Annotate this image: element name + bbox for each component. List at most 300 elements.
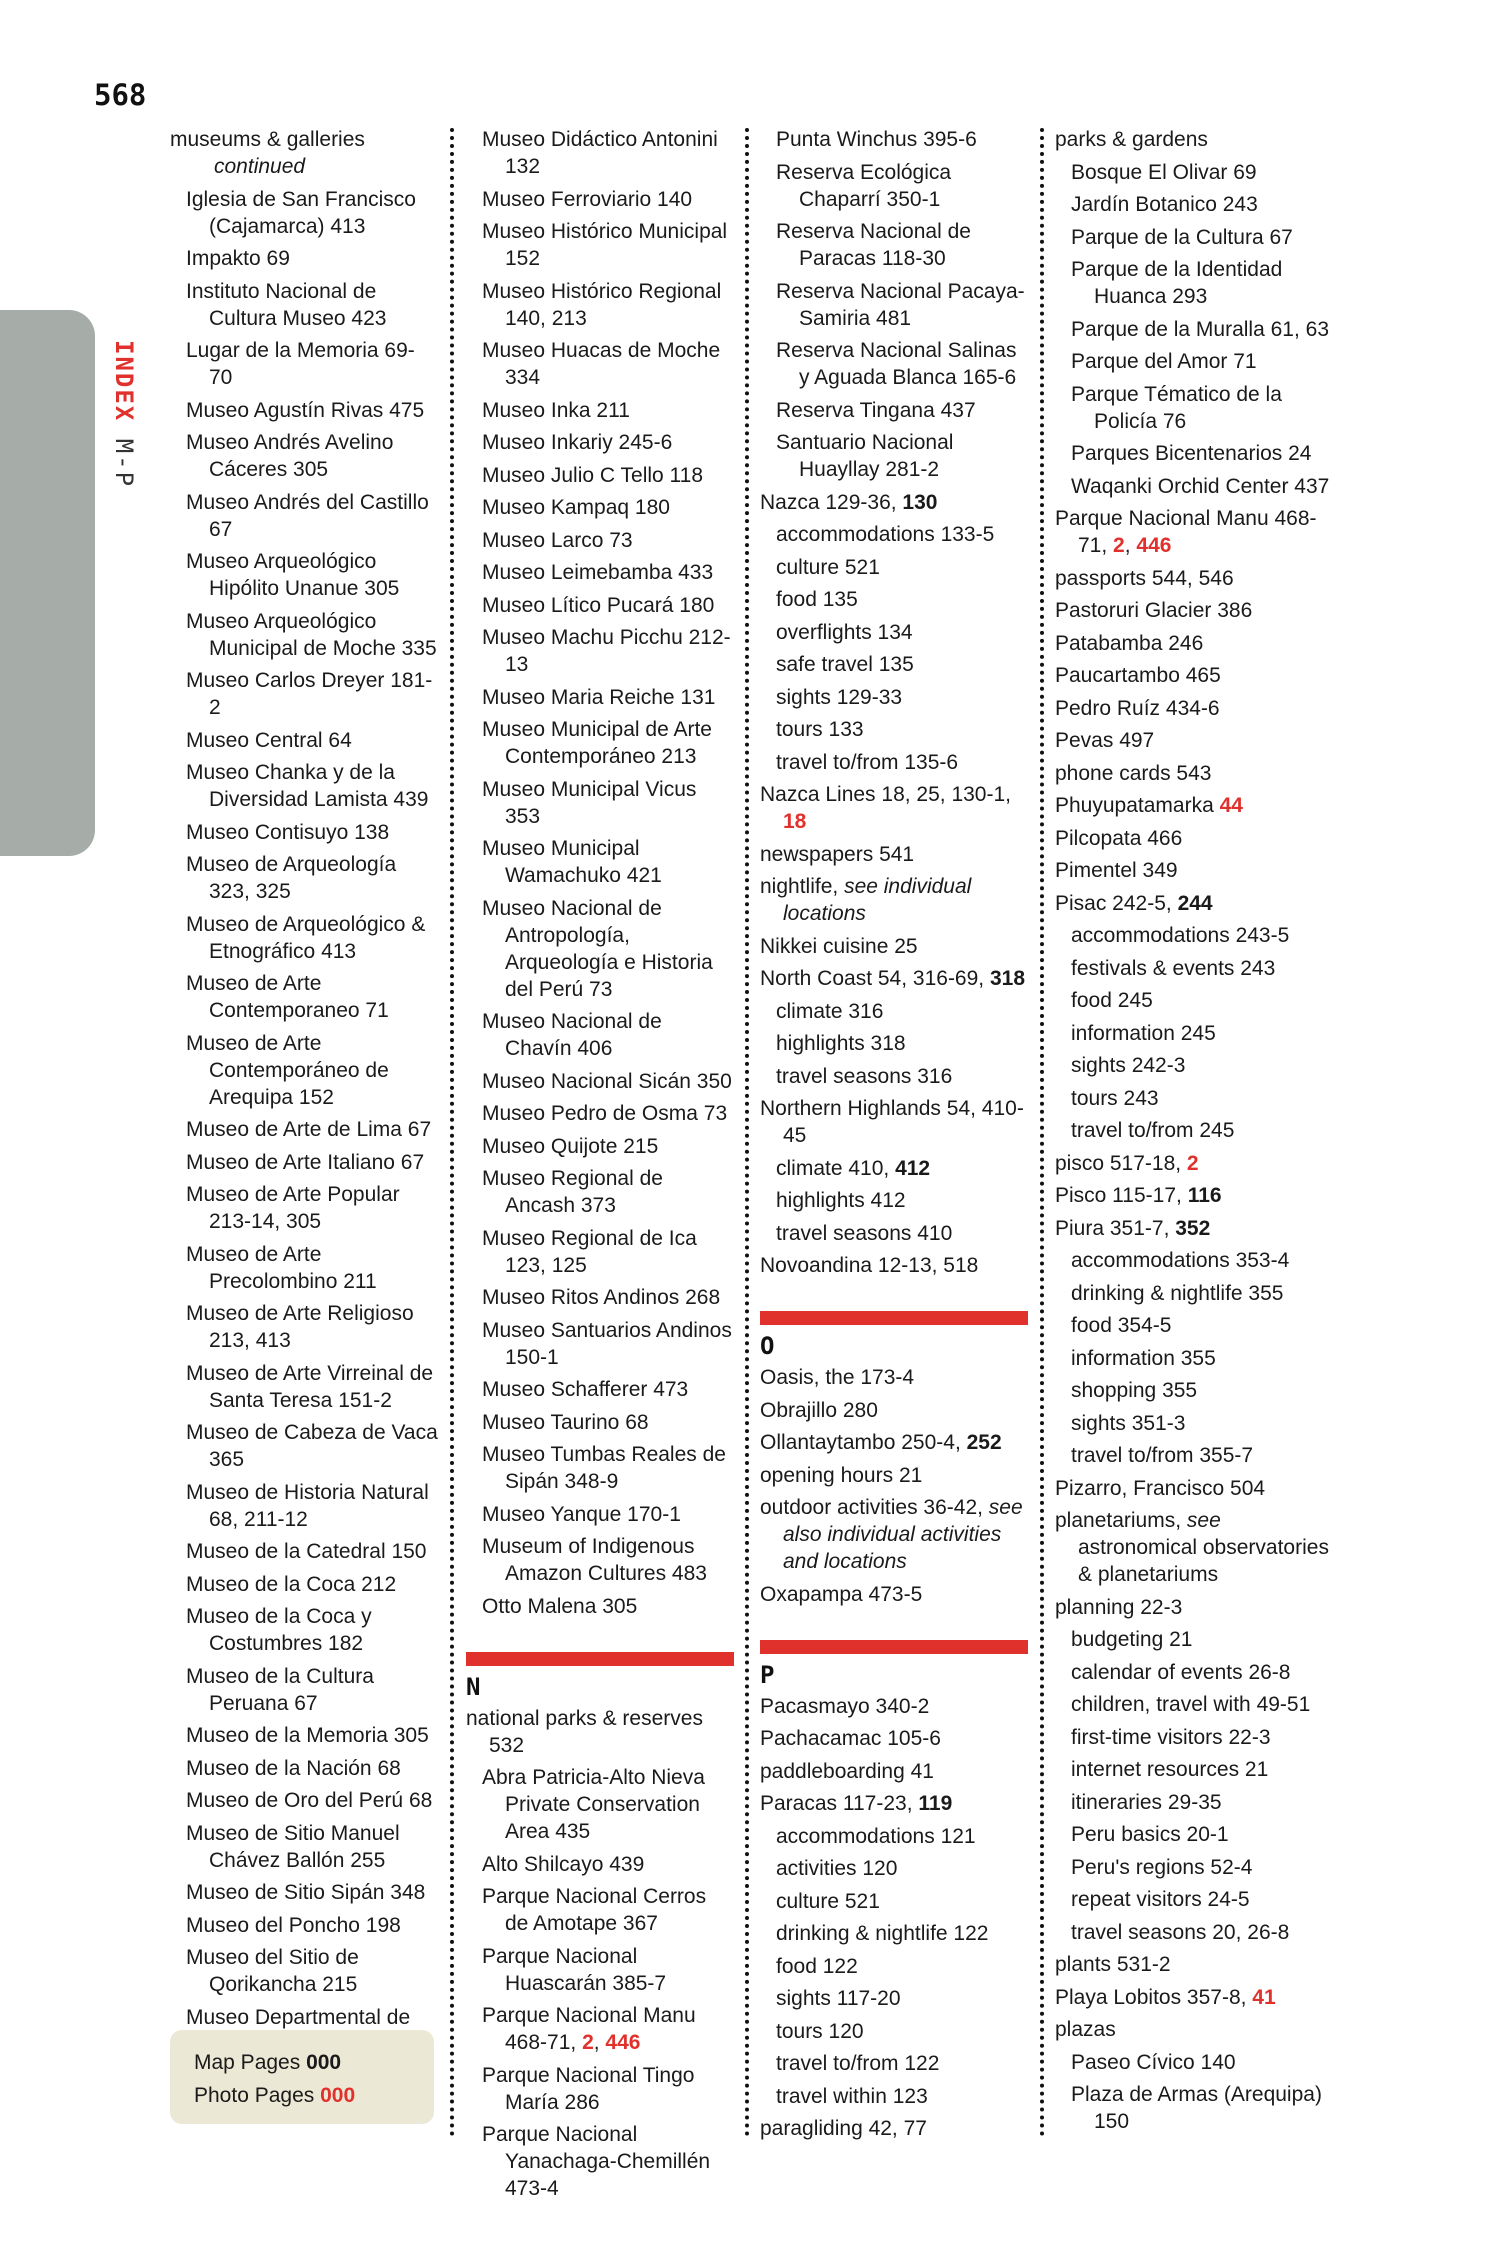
entry-text: Lugar de la Memoria 69-70 (186, 339, 415, 389)
entry-text: Museo de Arqueológico & Etnográfico 413 (186, 912, 426, 963)
map-page-ref: 318 (989, 967, 1026, 990)
index-subentry (760, 1155, 1028, 1182)
index-subentry (170, 1181, 438, 1235)
entry-text: Museo de la Cultura Peruana 67 (186, 1664, 374, 1715)
index-entry (1055, 727, 1345, 754)
entry-text: Otto Malena 305 (482, 1594, 638, 1618)
index-subentry (760, 429, 1028, 483)
entry-text: Museo Larco 73 (482, 528, 633, 552)
index-subentry (760, 1823, 1028, 1850)
index-subentry (170, 1603, 438, 1657)
index-subentry (170, 1360, 438, 1414)
photo-page-ref: 18 (783, 810, 807, 833)
entry-text: festivals & events 243 (1071, 956, 1276, 980)
index-subentry (1055, 1117, 1345, 1144)
entry-text: Museo Taurino 68 (482, 1410, 649, 1434)
entry-text: Museo Carlos Dreyer 181-2 (186, 669, 433, 719)
index-subentry (466, 1883, 734, 1937)
index-side-tab (0, 310, 95, 856)
entry-text: Museo del Sitio de Qorikancha 215 (186, 1946, 359, 1996)
entry-text: Parque Nacional Manu 468-71, (482, 2004, 696, 2054)
entry-text: highlights 412 (776, 1189, 906, 1212)
index-entry (760, 1758, 1028, 1785)
index-entry (760, 1462, 1028, 1489)
entry-text: food 122 (776, 1954, 858, 1978)
index-subentry (466, 1533, 734, 1587)
entry-text: Playa Lobitos 357-8, (1055, 1985, 1253, 2009)
entry-text: accommodations 133-5 (776, 523, 995, 546)
index-subentry (466, 1317, 734, 1371)
entry-text: Abra Patricia-Alto Nieva Private Conservation Area 435 (482, 1766, 705, 1843)
entry-text: overflights 134 (776, 620, 913, 644)
index-subentry (1055, 1410, 1345, 1437)
entry-text: Museo de Arte Religioso 213, 413 (186, 1302, 414, 1352)
entry-text: drinking & nightlife 355 (1071, 1281, 1284, 1305)
index-subentry (170, 851, 438, 905)
index-subentry (760, 1888, 1028, 1915)
index-subentry (466, 1851, 734, 1878)
entry-text: Museo Yanque 170-1 (482, 1502, 681, 1526)
index-entry (1055, 1984, 1345, 2011)
index-subentry (466, 397, 734, 424)
index-subentry (1055, 2049, 1345, 2076)
entry-text: Paucartambo 465 (1055, 664, 1221, 687)
index-subentry (760, 749, 1028, 776)
entry-text: Museo Regional de Ancash 373 (482, 1167, 663, 1217)
entry-text: Nikkei cuisine 25 (760, 934, 918, 958)
index-subentry (170, 1030, 438, 1111)
index-subentry (760, 716, 1028, 743)
entry-text: Reserva Nacional Pacaya-Samiria 481 (776, 279, 1025, 330)
index-subentry (466, 462, 734, 489)
entry-text: Pachacamac 105-6 (760, 1727, 941, 1750)
legend-photo-value: 000 (320, 2084, 356, 2107)
entry-text: Parque Nacional Huascarán 385-7 (482, 1944, 667, 1995)
index-subentry (170, 1479, 438, 1533)
entry-text: Museo de la Nación 68 (186, 1756, 401, 1780)
entry-text: Oxapampa 473-5 (760, 1582, 923, 1606)
entry-text: Pedro Ruíz 434-6 (1055, 696, 1220, 720)
entry-text: Museo Ferroviario 140 (482, 187, 693, 211)
index-entry (760, 1429, 1028, 1456)
index-subentry (170, 278, 438, 332)
entry-text: travel seasons 20, 26-8 (1071, 1920, 1290, 1944)
index-entry (760, 781, 1028, 835)
entry-text: Museo Santuarios Andinos 150-1 (482, 1318, 732, 1369)
entry-text: Museo de Arte Italiano 67 (186, 1150, 425, 1174)
entry-text: Ollantaytambo 250-4, (760, 1431, 967, 1454)
index-subentry (1055, 1691, 1345, 1718)
index-subentry (1055, 1789, 1345, 1816)
entry-text: Parque de la Cultura 67 (1071, 225, 1293, 249)
entry-text: Museo de la Coca 212 (186, 1572, 397, 1596)
entry-text: paragliding 42, 77 (760, 2117, 927, 2140)
entry-text: sights 117-20 (776, 1987, 901, 2010)
index-entry (1055, 1150, 1345, 1177)
index-subentry (170, 1944, 438, 1998)
page-number: 568 (94, 78, 147, 112)
index-subentry (760, 651, 1028, 678)
entry-text: food 245 (1071, 989, 1153, 1012)
entry-text: Museo del Poncho 198 (186, 1913, 401, 1937)
index-subentry (466, 2121, 734, 2202)
index-subentry (1055, 1756, 1345, 1783)
entry-text: Pilcopata 466 (1055, 826, 1183, 850)
entry-text: Museo Machu Picchu 212-13 (482, 626, 731, 676)
entry-text: Nazca 129-36, (760, 490, 903, 514)
entry-text: phone cards 543 (1055, 761, 1212, 785)
entry-text: travel to/from 245 (1071, 1119, 1235, 1142)
entry-text: Reserva Tingana 437 (776, 398, 976, 422)
index-subentry (170, 1820, 438, 1874)
entry-text: accommodations 121 (776, 1824, 976, 1848)
entry-text: food 354-5 (1071, 1314, 1172, 1337)
entry-text: Museo de la Coca y Costumbres 182 (186, 1605, 372, 1655)
entry-text: Pastoruri Glacier 386 (1055, 599, 1253, 622)
letter-section-header (466, 1652, 734, 1701)
index-subentry (1055, 1919, 1345, 1946)
index-column-4 (1055, 126, 1345, 2141)
letter-divider-bar (466, 1652, 734, 1666)
index-subentry (170, 245, 438, 272)
index-entry (1055, 857, 1345, 884)
entry-text: Museo Municipal Wamachuko 421 (482, 837, 662, 887)
index-entry (760, 489, 1028, 516)
entry-text: shopping 355 (1071, 1379, 1198, 1402)
index-subentry (466, 1133, 734, 1160)
entry-text: Museo de Arte Virreinal de Santa Teresa 151-2 (186, 1361, 434, 1412)
index-subentry (170, 727, 438, 754)
entry-text: calendar of events 26-8 (1071, 1660, 1291, 1684)
entry-text: national parks & reserves 532 (466, 1706, 703, 1757)
entry-text: culture 521 (776, 555, 880, 579)
index-entry (760, 873, 1028, 927)
index-subentry (466, 186, 734, 213)
column-separator-2 (745, 128, 749, 2138)
index-subentry (466, 1409, 734, 1436)
index-subentry (760, 521, 1028, 548)
entry-text: Museo Andrés Avelino Cáceres 305 (186, 431, 394, 481)
entry-text: Paracas 117-23, (760, 1792, 919, 1815)
entry-text: Pisco 115-17, (1055, 1184, 1188, 1207)
legend-map-pages (194, 2046, 434, 2079)
index-subentry (1055, 1280, 1345, 1307)
photo-page-ref: 2 (1186, 1151, 1199, 1175)
entry-text: Museo Departmental de (186, 2005, 411, 2029)
continued-note: continued (214, 155, 306, 178)
entry-text: Museo Municipal de Arte Contemporáneo 213 (482, 718, 712, 768)
index-subentry (170, 970, 438, 1024)
index-entry (1055, 1475, 1345, 1502)
entry-text: Museo Schafferer 473 (482, 1378, 689, 1401)
column-separator-1 (450, 128, 454, 2138)
index-subentry (1055, 473, 1345, 500)
entry-text: Museo Julio C Tello 118 (482, 463, 704, 487)
index-subentry (760, 1220, 1028, 1247)
entry-text: Patabamba 246 (1055, 631, 1204, 655)
entry-text: Museo Arqueológico Hipólito Unanue 305 (186, 550, 400, 600)
index-entry (1055, 1951, 1345, 1978)
entry-text: budgeting 21 (1071, 1628, 1193, 1651)
entry-text: internet resources 21 (1071, 1758, 1269, 1781)
index-subentry (466, 218, 734, 272)
entry-text: accommodations 353-4 (1071, 1249, 1290, 1272)
entry-text: Museo Nacional de Chavín 406 (482, 1010, 662, 1060)
entry-text: Museo Quijote 215 (482, 1134, 659, 1158)
entry-text: Museo Arqueológico Municipal de Moche 335 (186, 609, 437, 660)
index-word: INDEX (110, 340, 138, 423)
entry-text: Museo Histórico Municipal 152 (482, 220, 728, 270)
map-page-ref: 352 (1175, 1216, 1211, 1240)
index-entry (1055, 825, 1345, 852)
photo-page-ref: 446 (605, 2031, 641, 2054)
entry-text: Museo Municipal Vicus 353 (482, 777, 697, 828)
entry-text: Parque Tématico de la Policía 76 (1071, 382, 1282, 433)
entry-text: Pacasmayo 340-2 (760, 1694, 930, 1718)
index-entry (1055, 695, 1345, 722)
index-subentry (170, 489, 438, 543)
index-entry (760, 1494, 1028, 1575)
entry-text: Reserva Nacional Salinas y Aguada Blanca 165-6 (776, 339, 1017, 389)
entry-text: Museo de la Memoria 305 (186, 1724, 429, 1747)
entry-text: Oasis, the 173-4 (760, 1366, 915, 1389)
index-column-1 (170, 126, 438, 2063)
letter-section-header (760, 1311, 1028, 1360)
entry-text: Museo Lítico Pucará 180 (482, 593, 715, 617)
entry-text: itineraries 29-35 (1071, 1790, 1222, 1814)
index-entry (1055, 565, 1345, 592)
index-subentry (170, 1755, 438, 1782)
entry-text: Museo Inkariy 245-6 (482, 431, 673, 454)
entry-text: climate 316 (776, 999, 884, 1023)
index-subentry (170, 429, 438, 483)
entry-text: Museo Andrés del Castillo 67 (186, 490, 429, 541)
entry-text: opening hours 21 (760, 1463, 923, 1487)
entry-text: pisco 517-18, (1055, 1151, 1187, 1175)
entry-text: Museo de Sitio Sipán 348 (186, 1881, 426, 1904)
index-entry (1055, 630, 1345, 657)
index-subentry (170, 548, 438, 602)
index-subentry (170, 186, 438, 240)
entry-text: food 135 (776, 588, 858, 611)
index-range: M-P (110, 438, 138, 489)
entry-text: children, travel with 49-51 (1071, 1693, 1311, 1716)
index-subentry (1055, 955, 1345, 982)
entry-text: Paseo Cívico 140 (1071, 2050, 1236, 2074)
index-subentry (466, 1593, 734, 1620)
index-subentry (760, 2050, 1028, 2077)
photo-page-ref: 44 (1219, 794, 1243, 817)
index-subentry (1055, 1821, 1345, 1848)
entry-text: information 355 (1071, 1346, 1216, 1370)
entry-text: accommodations 243-5 (1071, 924, 1290, 947)
entry-text: climate 410, (776, 1156, 896, 1180)
entry-text: Pisac 242-5, (1055, 891, 1178, 915)
index-subentry (466, 684, 734, 711)
index-subentry (466, 1284, 734, 1311)
index-subentry (466, 1501, 734, 1528)
index-subentry (466, 895, 734, 1003)
entry-text: Museo Inka 211 (482, 398, 630, 422)
legend-map-value: 000 (306, 2051, 342, 2074)
entry-text: sights 129-33 (776, 685, 903, 709)
entry-text: travel seasons 410 (776, 1221, 953, 1245)
index-entry (1055, 792, 1345, 819)
index-entry (760, 1252, 1028, 1279)
index-subentry (1055, 1854, 1345, 1881)
entry-text: Museo de Arte Contemporáneo de Arequipa 152 (186, 1031, 389, 1109)
index-column-2 (466, 126, 734, 2208)
index-subentry (760, 397, 1028, 424)
index-entry (760, 1364, 1028, 1391)
entry-text: Iglesia de San Francisco (Cajamarca) 413 (186, 187, 416, 238)
column-separator-3 (1040, 128, 1044, 2138)
entry-text: see (1186, 1509, 1221, 1532)
entry-text: Plaza de Armas (Arequipa) 150 (1071, 2083, 1322, 2133)
index-subentry (760, 337, 1028, 391)
photo-page-ref: 41 (1252, 1985, 1276, 2009)
entry-text: Museo Pedro de Osma 73 (482, 1102, 728, 1125)
index-subentry (760, 1985, 1028, 2012)
index-entry (1055, 662, 1345, 689)
index-subentry (760, 586, 1028, 613)
entry-text: Jardín Botanico 243 (1071, 193, 1258, 216)
index-subentry (1055, 1020, 1345, 1047)
entry-text: Museo de Sitio Manuel Chávez Ballón 255 (186, 1821, 400, 1872)
entry-text: Museum of Indigenous Amazon Cultures 483 (482, 1535, 707, 1585)
page-legend (170, 2030, 434, 2124)
entry-text: Museo de Arte de Lima 67 (186, 1118, 432, 1141)
index-subentry (466, 2062, 734, 2116)
entry-text: first-time visitors 22-3 (1071, 1725, 1271, 1749)
index-subentry (760, 1920, 1028, 1947)
index-subentry (170, 1116, 438, 1143)
index-subentry (170, 1722, 438, 1749)
index-entry (1055, 1507, 1345, 1588)
entry-text: Impakto 69 (186, 247, 290, 270)
index-subentry (1055, 1377, 1345, 1404)
index-subentry (760, 1187, 1028, 1214)
index-entry (1055, 1182, 1345, 1209)
entry-text: Parques Bicentenarios 24 (1071, 442, 1312, 465)
entry-text: travel to/from 355-7 (1071, 1444, 1254, 1467)
entry-text: Peru's regions 52-4 (1071, 1855, 1253, 1879)
index-subentry (466, 1441, 734, 1495)
entry-text: Nazca Lines 18, 25, 130-1, (760, 783, 1011, 806)
index-subentry (170, 1787, 438, 1814)
entry-text: Museo Contisuyo 138 (186, 820, 390, 844)
index-column-3 (760, 126, 1028, 2148)
legend-photo-pages (194, 2079, 434, 2112)
index-subentry (760, 278, 1028, 332)
index-subentry (466, 527, 734, 554)
entry-text: Northern Highlands 54, 410-45 (760, 1097, 1024, 1147)
map-page-ref: 119 (918, 1792, 953, 1815)
entry-text: Parque Nacional Manu 468-71, (1055, 507, 1317, 557)
entry-text: outdoor activities 36-42, (760, 1496, 989, 1519)
index-subentry (760, 1953, 1028, 1980)
index-subentry (466, 2002, 734, 2056)
map-page-ref: 244 (1177, 891, 1213, 915)
index-entry (1055, 597, 1345, 624)
entry-text: activities 120 (776, 1857, 898, 1880)
index-entry (760, 1725, 1028, 1752)
index-subentry (1055, 381, 1345, 435)
map-page-ref: 412 (895, 1156, 931, 1180)
entry-text: tours 133 (776, 718, 864, 741)
index-entry (760, 1095, 1028, 1149)
entry-text: Museo Histórico Regional 140, 213 (482, 279, 722, 330)
entry-text: repeat visitors 24-5 (1071, 1888, 1250, 1911)
entry-text: Santuario Nacional Huayllay 281-2 (776, 431, 954, 481)
entry-text: Parque de la Identidad Huanca 293 (1071, 258, 1283, 308)
index-entry (760, 965, 1028, 992)
index-subentry (170, 1912, 438, 1939)
entry-text: North Coast 54, 316-69, (760, 967, 990, 990)
index-subentry (1055, 224, 1345, 251)
index-subentry (760, 1855, 1028, 1882)
entry-text: Pevas 497 (1055, 729, 1155, 752)
entry-text: Bosque El Olivar 69 (1071, 160, 1257, 184)
index-entry (1055, 890, 1345, 917)
entry-text: paddleboarding 41 (760, 1759, 934, 1783)
entry-text: Parque Nacional Cerros de Amotape 367 (482, 1885, 707, 1935)
index-subentry (1055, 2081, 1345, 2135)
index-entry (760, 2115, 1028, 2142)
index-entry (1055, 126, 1345, 153)
entry-text: Obrajillo 280 (760, 1398, 878, 1422)
entry-text: Parque Nacional Tingo María 286 (482, 2063, 695, 2114)
entry-text: Museo Ritos Andinos 268 (482, 1286, 721, 1309)
entry-text: museums & galleries (170, 128, 365, 151)
entry-text: Punta Winchus 395-6 (776, 128, 977, 151)
index-subentry (170, 759, 438, 813)
index-subentry (1055, 1659, 1345, 1686)
index-subentry (760, 998, 1028, 1025)
entry-text: see also individual activities and locations (783, 1496, 1023, 1573)
index-subentry (466, 429, 734, 456)
index-entry (1055, 505, 1345, 559)
entry-text: highlights 318 (776, 1032, 906, 1055)
entry-text: Museo de Oro del Perú 68 (186, 1789, 433, 1812)
photo-page-ref: 2 (1113, 534, 1125, 557)
index-subentry (170, 1300, 438, 1354)
entry-text: culture 521 (776, 1889, 880, 1913)
index-entry (1055, 760, 1345, 787)
entry-text: travel seasons 316 (776, 1064, 953, 1088)
index-entry (760, 841, 1028, 868)
index-subentry (466, 835, 734, 889)
index-entry (1055, 1594, 1345, 1621)
index-subentry (466, 1100, 734, 1127)
index-subentry (1055, 1345, 1345, 1372)
index-subentry (170, 1879, 438, 1906)
index-subentry (466, 1943, 734, 1997)
entry-text: Museo Huacas de Moche 334 (482, 339, 721, 389)
index-subentry (170, 1663, 438, 1717)
index-subentry (760, 126, 1028, 153)
index-subentry (1055, 159, 1345, 186)
index-subentry (170, 397, 438, 424)
index-side-label (110, 340, 138, 488)
entry-text: Pizarro, Francisco 504 (1055, 1476, 1266, 1500)
index-subentry (466, 337, 734, 391)
entry-text: astronomical observatories & planetariums (1078, 1536, 1329, 1586)
entry-text: Museo Agustín Rivas 475 (186, 398, 425, 422)
index-subentry (1055, 316, 1345, 343)
entry-text: Reserva Nacional de Paracas 118-30 (776, 220, 971, 270)
entry-text: Museo Maria Reiche 131 (482, 685, 716, 709)
